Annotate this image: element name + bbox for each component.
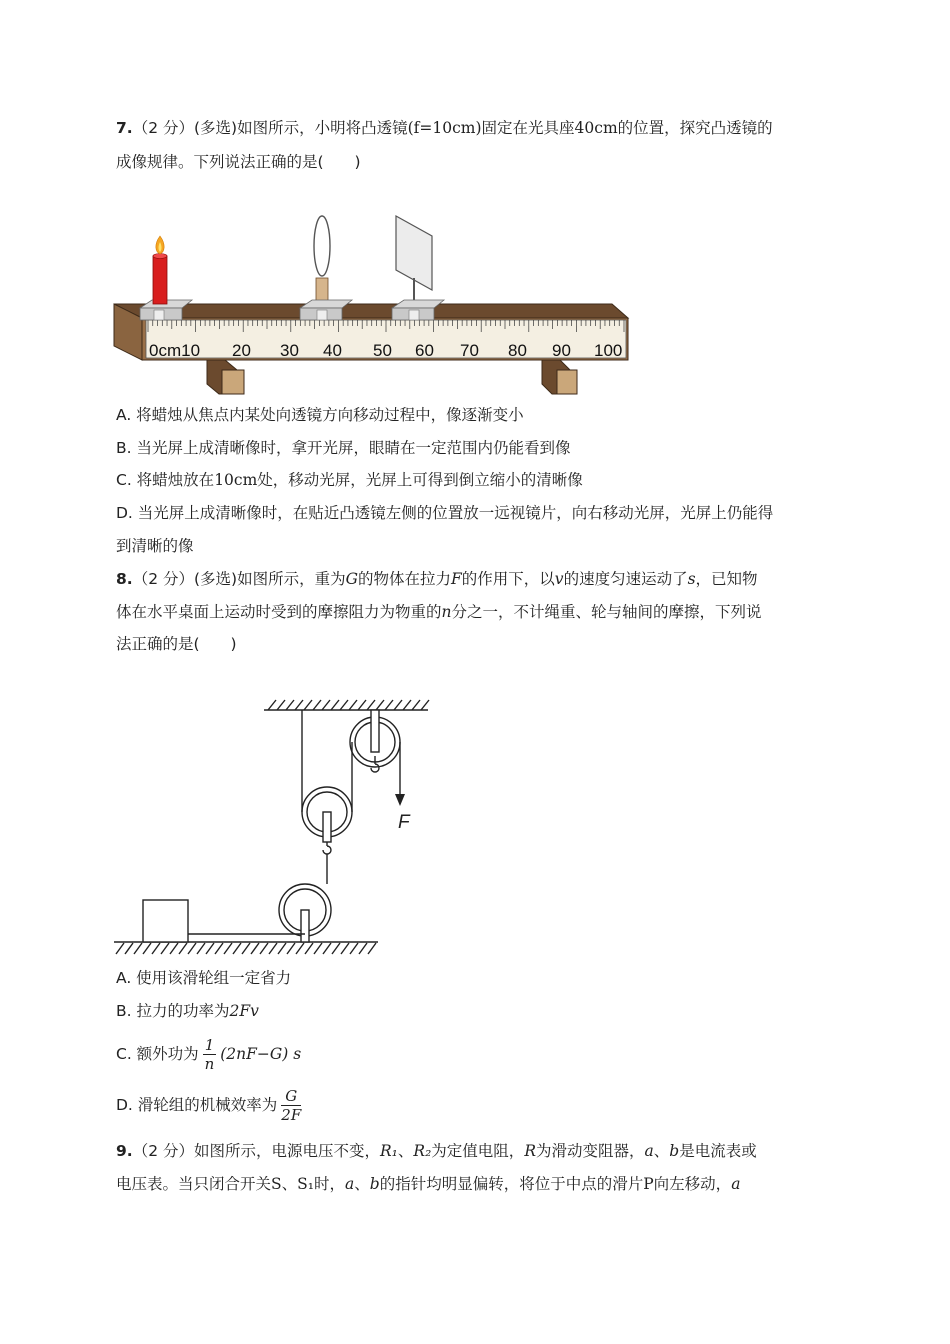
ceiling-hatch-mark	[394, 700, 402, 710]
q7-text: 如图所示，小明将凸透镜	[237, 119, 408, 137]
floor-hatch-mark	[152, 943, 160, 954]
ruler-label-70: 70	[460, 341, 479, 360]
ruler-label-60: 60	[415, 341, 434, 360]
q9-text: 时，	[314, 1175, 346, 1193]
q9-points: （2 分）	[132, 1142, 194, 1160]
q8-option-c	[116, 1035, 301, 1073]
ceiling-hatch-mark	[331, 700, 339, 710]
q8-var-g: G	[345, 570, 358, 588]
q9-line-2	[116, 1173, 740, 1195]
optical-bench-figure	[112, 208, 632, 398]
q8-text: 分之一，不计绳重、轮与轴间的摩擦，下列说	[451, 603, 762, 621]
q9-text: 电压表。当只闭合开关	[116, 1175, 272, 1193]
q7-option-c-text: 处，移动光屏，光屏上可得到倒立缩小的清晰像	[257, 471, 583, 489]
ceiling-hatch-mark	[403, 700, 411, 710]
q9-line-1	[116, 1140, 757, 1162]
ceiling-hatch-mark	[349, 700, 357, 710]
q7-line-1	[116, 117, 773, 139]
ropes	[188, 710, 400, 934]
fraction-denominator: n	[204, 1055, 215, 1073]
q8-text: 的作用下，以	[461, 570, 555, 588]
q8-line-3: 法正确的是( )	[116, 635, 237, 653]
ceiling-hatch-mark	[340, 700, 348, 710]
fraction-numerator: G	[281, 1087, 301, 1106]
q8-number: 8.	[116, 570, 133, 588]
q8-text: 的速度匀速运动了	[563, 570, 688, 588]
force-arrow	[395, 794, 411, 833]
q8-option-d-fraction	[281, 1087, 301, 1124]
floor-hatch-mark	[305, 943, 313, 954]
q8-option-d	[116, 1086, 305, 1124]
q9-var-r: R	[524, 1142, 536, 1160]
floor-hatch-mark	[350, 943, 358, 954]
q7-number: 7.	[116, 119, 133, 137]
q7-option-a: A. 将蜡烛从焦点内某处向透镜方向移动过程中，像逐渐变小	[116, 406, 524, 424]
q9-var-a: a	[345, 1175, 355, 1193]
floor-hatch-mark	[224, 943, 232, 954]
ruler-label-40: 40	[323, 341, 342, 360]
ruler-label-90: 90	[552, 341, 571, 360]
q8-text: 如图所示，重为	[237, 570, 346, 588]
floor-hatch-mark	[188, 943, 196, 954]
q9-var-r2: R₂	[413, 1142, 432, 1160]
q8-option-c-formula: (2nF−G) s	[220, 1045, 302, 1063]
floor-hatch-mark	[332, 943, 340, 954]
ceiling-hatch-mark	[412, 700, 420, 710]
q8-option-c-fraction	[203, 1036, 217, 1073]
q7-line-2: 成像规律。下列说法正确的是( )	[116, 153, 361, 171]
q8-text: 的物体在拉力	[358, 570, 452, 588]
q8-line-1	[116, 568, 758, 590]
bench-legs	[207, 360, 577, 394]
q7-points: （2 分）	[132, 119, 194, 137]
q9-text: 为定值电阻，	[431, 1142, 525, 1160]
q7-focal-formula: (f=10cm)	[407, 119, 482, 137]
ceiling-hatch-mark	[286, 700, 294, 710]
q8-option-c-text: C. 额外功为	[116, 1045, 199, 1063]
ceiling-hatch-mark	[268, 700, 276, 710]
floor-hatch-mark	[206, 943, 214, 954]
ruler-label-80: 80	[508, 341, 527, 360]
q8-option-a: A. 使用该滑轮组一定省力	[116, 969, 292, 987]
ceiling-hatch-mark	[421, 700, 429, 710]
q8-var-f: F	[451, 570, 462, 588]
pulley-system-figure	[112, 694, 432, 960]
q7-option-c-value: 10cm	[214, 471, 258, 489]
q8-option-b-text: B. 拉力的功率为	[116, 1002, 230, 1020]
ruler-label-100: 100	[594, 341, 623, 360]
fraction-denominator: 2F	[281, 1106, 302, 1124]
q9-var-a: a	[731, 1175, 741, 1193]
q9-var-a: a	[644, 1142, 654, 1160]
ceiling	[264, 700, 429, 710]
q9-separator: 、	[281, 1175, 298, 1193]
q9-var-r1: R₁	[380, 1142, 398, 1160]
q9-var-b: b	[669, 1142, 680, 1160]
q8-points: （2 分）	[132, 570, 194, 588]
floor-hatch-mark	[242, 943, 250, 954]
floor-hatch-mark	[341, 943, 349, 954]
ceiling-hatch-mark	[376, 700, 384, 710]
floor-hatch-mark	[278, 943, 286, 954]
floor-hatch-mark	[125, 943, 133, 954]
ceiling-hatch-mark	[295, 700, 303, 710]
q7-option-b: B. 当光屏上成清晰像时，拿开光屏，眼睛在一定范围内仍能看到像	[116, 439, 571, 457]
floor-hatch-mark	[314, 943, 322, 954]
ruler-label-20: 20	[232, 341, 251, 360]
q7-lens-position: 40cm	[574, 119, 618, 137]
ceiling-hatch-mark	[367, 700, 375, 710]
floor-hatch-mark	[143, 943, 151, 954]
q7-text: 的位置，探究凸透镜的	[617, 119, 773, 137]
floor-hatch-mark	[116, 943, 124, 954]
force-label-f: F	[398, 812, 410, 833]
q8-line-2	[116, 601, 762, 623]
block-object	[143, 900, 188, 942]
q8-option-b	[116, 1000, 259, 1022]
q9-text: 如图所示，电源电压不变，	[193, 1142, 380, 1160]
ceiling-hatch-mark	[358, 700, 366, 710]
ceiling-hatch-mark	[385, 700, 393, 710]
q8-var-s: s	[687, 570, 696, 588]
q9-text: 为滑动变阻器，	[535, 1142, 645, 1160]
ruler-label-30: 30	[280, 341, 299, 360]
q8-option-b-formula: 2Fv	[229, 1002, 259, 1020]
ceiling-hatch-mark	[322, 700, 330, 710]
movable-pulley	[302, 787, 352, 854]
floor-hatch-mark	[323, 943, 331, 954]
q8-text: 体在水平桌面上运动时受到的摩擦阻力为物重的	[116, 603, 442, 621]
floor-hatch-mark	[170, 943, 178, 954]
q9-separator: 、	[653, 1142, 670, 1160]
q7-option-c-text: C. 将蜡烛放在	[116, 471, 215, 489]
q8-option-d-text: D. 滑轮组的机械效率为	[116, 1096, 278, 1114]
q7-option-d-line1: D. 当光屏上成清晰像时，在贴近凸透镜左侧的位置放一远视镜片，向右移动光屏，光屏上仍能得	[116, 504, 774, 522]
q8-var-v: v	[554, 570, 564, 588]
ruler-label-50: 50	[373, 341, 392, 360]
q8-multi-tag: (多选)	[193, 570, 238, 588]
q7-option-c	[116, 469, 583, 491]
ceiling-hatch-mark	[277, 700, 285, 710]
q7-multi-tag: (多选)	[193, 119, 238, 137]
q8-var-n: n	[441, 603, 452, 621]
q7-text: 固定在光具座	[481, 119, 575, 137]
q9-text: 向左移动，	[653, 1175, 732, 1193]
floor-pulley	[279, 884, 331, 942]
light-screen	[392, 216, 444, 320]
q9-switch-s1: S₁	[297, 1175, 314, 1193]
floor-hatch-mark	[269, 943, 277, 954]
fraction-numerator: 1	[204, 1036, 215, 1054]
floor	[114, 942, 378, 954]
floor-hatch-mark	[233, 943, 241, 954]
floor-hatch-mark	[161, 943, 169, 954]
floor-hatch-mark	[368, 943, 376, 954]
q9-separator: 、	[397, 1142, 414, 1160]
ceiling-hatch-mark	[313, 700, 321, 710]
floor-hatch-mark	[197, 943, 205, 954]
floor-hatch-mark	[260, 943, 268, 954]
convex-lens	[300, 216, 352, 320]
ceiling-hatch-mark	[304, 700, 312, 710]
floor-hatch-mark	[215, 943, 223, 954]
floor-hatch-mark	[251, 943, 259, 954]
floor-hatch-mark	[134, 943, 142, 954]
q9-slider-p: P	[643, 1175, 654, 1193]
q9-var-b: b	[369, 1175, 380, 1193]
q9-number: 9.	[116, 1142, 133, 1160]
floor-hatch-mark	[287, 943, 295, 954]
floor-hatch-mark	[179, 943, 187, 954]
fixed-pulley	[350, 710, 400, 772]
q8-text: ，已知物	[695, 570, 758, 588]
ruler-label-0-10: 0cm10	[149, 341, 201, 360]
q9-switch-s: S	[271, 1175, 282, 1193]
q9-text: 是电流表或	[679, 1142, 757, 1160]
q9-separator: 、	[354, 1175, 370, 1193]
floor-hatch-mark	[359, 943, 367, 954]
floor-hatch-mark	[296, 943, 304, 954]
q9-text: 的指针均明显偏转，将位于中点的滑片	[379, 1175, 644, 1193]
q7-option-d-line2: 到清晰的像	[116, 537, 194, 555]
